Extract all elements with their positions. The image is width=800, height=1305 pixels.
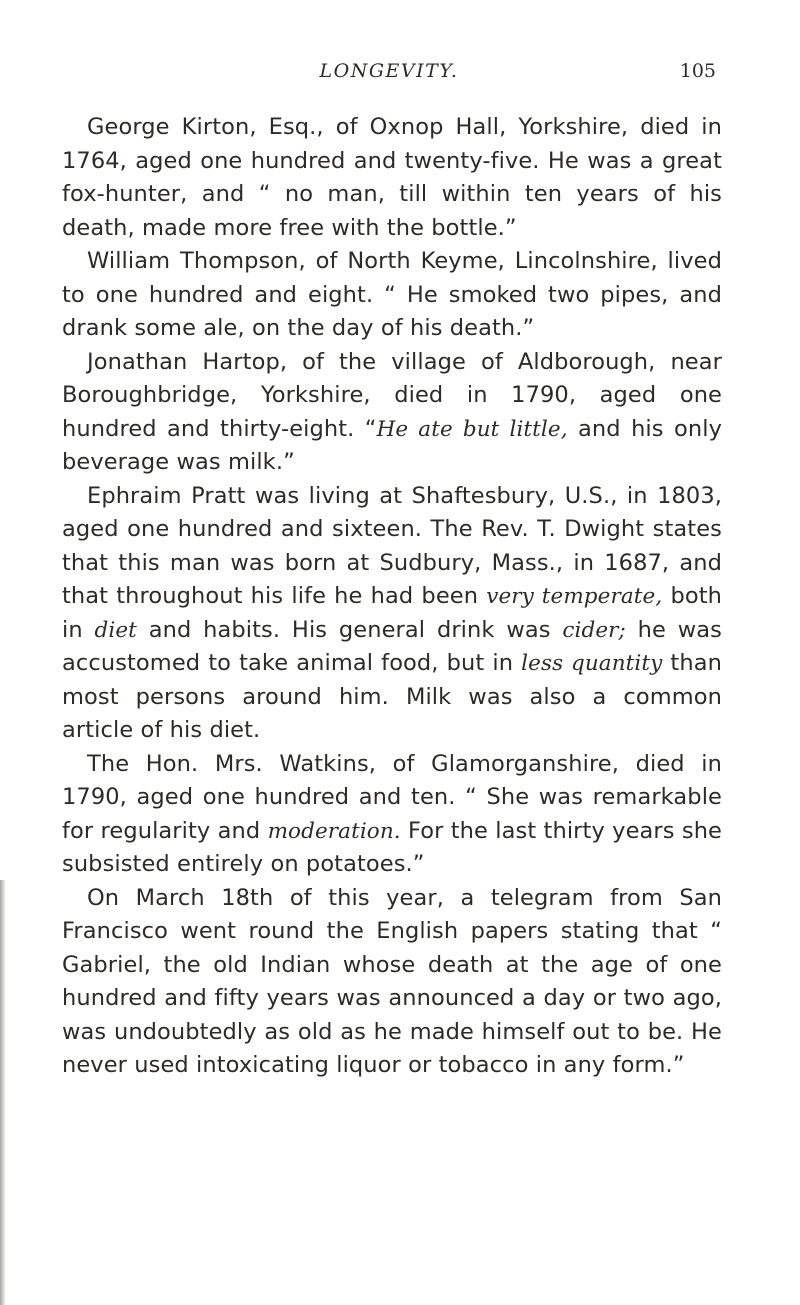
text-run: William Thompson, of North Keyme, Lincolnshire, lived to one hundred and eight. “ He smoked two pipes, and drank some ale, on the day of his death.” [62,248,722,341]
text-run: he was accustomed to take animal food, but in [62,616,722,676]
italic-run: cider; [562,617,626,643]
paragraph-george-kirton [62,111,722,245]
paragraph-william-thompson [62,245,722,346]
paragraph-ephraim-pratt [62,480,722,748]
page-edge-shadow [0,880,6,1305]
italic-run: diet [94,617,137,643]
running-head [62,60,716,92]
text-run: Ephraim Pratt was living at Shaftesbury, U.S., in 1803, aged one hundred and sixteen. The Rev. T. Dwight states that this man was born at Sudbury, Mass., in 1687, and that throughout his life he had been [62,482,722,609]
text-run: than most persons around him. Milk was also a common article of his diet. [62,650,722,743]
running-title: LONGEVITY. [319,60,459,82]
italic-run: very temperate, [486,584,663,609]
body-text [62,111,722,1083]
italic-run: less quantity [521,651,663,676]
italic-run: He ate but little, [376,416,568,442]
italic-run: moderation. [267,818,401,844]
text-run: On March 18th of this year, a telegram from San Francisco went round the English papers stating that “ Gabriel, the old Indian whose death at the age of one hundred and fifty years was announced a day or two ago, was undoubtedly as old as he made himself out to be. He never used intoxicating liquor or tobacco in any form.” [62,884,722,1078]
page-number: 105 [679,60,716,82]
paragraph-gabriel [62,882,722,1083]
text-run: The Hon. Mrs. Watkins, of Glamorganshire, died in 1790, aged one hundred and ten. “ She was remarkable for regularity and [62,750,722,844]
text-run: George Kirton, Esq., of Oxnop Hall, Yorkshire, died in 1764, aged one hundred and twenty-five. He was a great fox-hunter, and “ no man, till within ten years of his death, made more free with the bottle.” [62,114,722,241]
text-run: Jonathan Hartop, of the village of Aldborough, near Boroughbridge, Yorkshire, died in 1790, aged one hundred and thirty-eight. “ [62,348,722,442]
text-run: both in [62,583,722,643]
paragraph-mrs-watkins [62,748,722,882]
paragraph-jonathan-hartop [62,346,722,480]
text-run: and habits. His general drink was [136,616,563,643]
text-run: For the last thirty years she subsisted entirely on potatoes.” [62,817,722,877]
text-run: and his only beverage was milk.” [62,415,722,475]
